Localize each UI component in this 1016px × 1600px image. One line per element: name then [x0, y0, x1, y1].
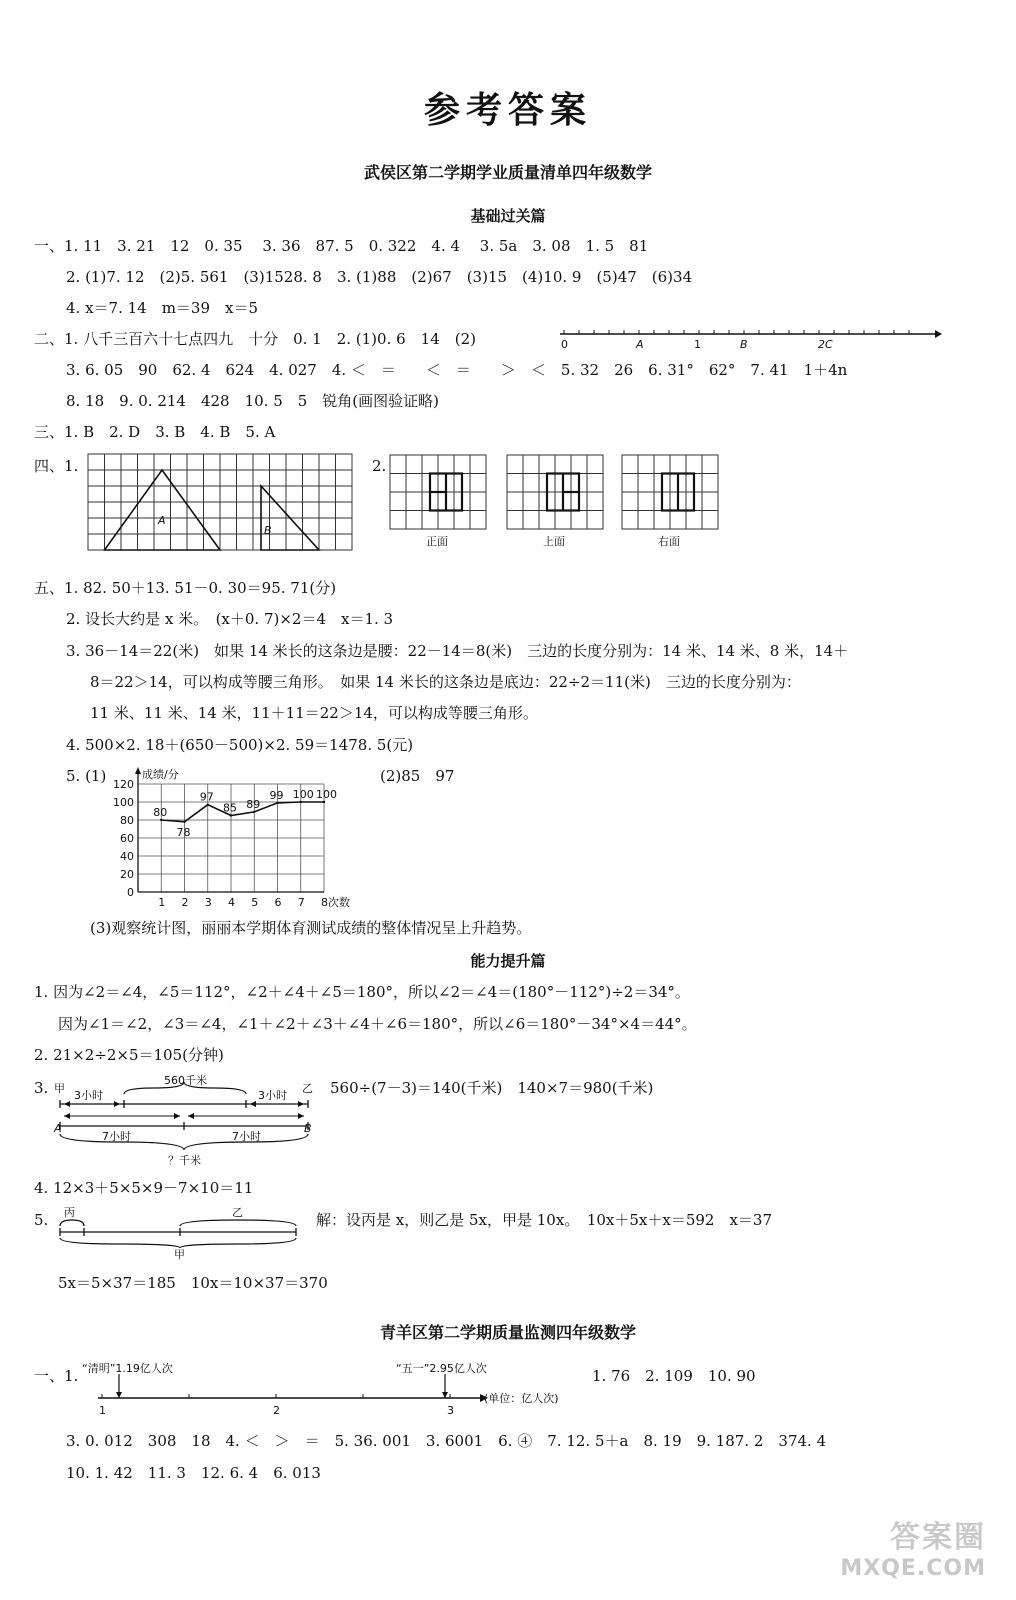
- data-point: [160, 819, 162, 821]
- data-point: [253, 811, 255, 813]
- data-point: [323, 801, 325, 803]
- data-point: [207, 804, 209, 806]
- data-point: [230, 814, 232, 816]
- data-label: 89: [246, 797, 261, 811]
- answer-line: 2. 21×2÷2×5＝105(分钟): [34, 1046, 224, 1064]
- answer-line: 2. 设长大约是 x 米。 (x＋0. 7)×2＝4 x＝1. 3: [66, 610, 394, 628]
- diagram-label: 甲: [174, 1248, 185, 1261]
- nl-label: (单位：亿人次): [484, 1392, 559, 1405]
- answer-line: 4. 12×3＋5×5×9－7×10＝11: [34, 1179, 254, 1197]
- page-title: 参考答案: [423, 89, 592, 131]
- number-line-travel: [80, 1358, 600, 1422]
- y-tick-label: 0: [127, 886, 134, 899]
- data-point: [300, 801, 302, 803]
- answer-line: 11 米、11 米、14 米，11＋11＝22＞14，可以构成等腰三角形。: [90, 704, 538, 722]
- x-tick-label: 7: [297, 896, 305, 909]
- view-label: 上面: [543, 535, 565, 548]
- y-tick-label: 60: [120, 832, 134, 845]
- y-tick-label: 100: [113, 796, 134, 809]
- travel-diagram: [56, 1074, 318, 1170]
- diagram-label: 甲: [54, 1082, 65, 1095]
- nl-label: 2: [273, 1404, 280, 1417]
- answer-line: 五、1. 82. 50＋13. 51－0. 30＝95. 71(分): [34, 579, 337, 597]
- answer-line: 1. 76 2. 109 10. 90: [592, 1367, 756, 1385]
- answer-line: 4. x＝7. 14 m＝39 x＝5: [66, 299, 259, 317]
- answer-line: 3.: [34, 1079, 49, 1097]
- answer-line: 5. (1): [66, 767, 107, 785]
- section-heading-wuhou: 武侯区第二学期学业质量清单四年级数学: [363, 163, 652, 182]
- view-label: 右面: [658, 535, 680, 548]
- nl-label: 3: [447, 1404, 454, 1417]
- x-tick-label: 3: [204, 896, 212, 909]
- watermark-url: MXQE.COM: [840, 1556, 986, 1581]
- nl-label: A: [636, 338, 644, 351]
- diagram-label: 560千米: [164, 1074, 207, 1087]
- answer-line: 560÷(7－3)＝140(千米) 140×7＝980(千米): [330, 1079, 654, 1097]
- diagram-label: 乙: [302, 1082, 313, 1095]
- diagram-label: 3小时: [74, 1089, 103, 1102]
- answer-line: 4. 500×2. 18＋(650－500)×2. 59＝1478. 5(元): [66, 736, 414, 754]
- answer-line: 8＝22＞14，可以构成等腰三角形。 如果 14 米长的这条边是底边：22÷2＝11(米) 三边的长度分别为：: [90, 673, 801, 691]
- answer-line: 3. 36－14＝22(米) 如果 14 米长的这条边是腰：22－14＝8(米) 三边的长度分别为：14 米、14 米、8 米，14＋: [66, 642, 849, 660]
- data-label: 100: [316, 788, 337, 801]
- nl-label: 2C: [818, 338, 833, 351]
- nl-label: B: [740, 338, 748, 351]
- y-tick-label: 80: [120, 814, 134, 827]
- data-label: 85: [223, 801, 237, 815]
- data-label: 78: [176, 825, 191, 839]
- segment-diagram: [56, 1204, 306, 1260]
- answer-line: 3. 0. 012 308 18 4. ＜ ＞ ＝ 5. 36. 001 3. 6001 6. ④ 7. 12. 5＋a 8. 19 9. 187. 2 374. 4: [66, 1432, 827, 1450]
- answer-line: 3. 6. 05 90 62. 4 624 4. 027 4. ＜ ＝ ＜ ＝ ＞ ＜ 5. 32 26 6. 31° 62° 7. 41 1＋4n: [66, 361, 848, 379]
- data-point: [276, 802, 278, 804]
- data-label: 100: [292, 788, 314, 801]
- part-heading-advanced: 能力提升篇: [470, 952, 546, 970]
- answer-line: 10. 1. 42 11. 3 12. 6. 4 6. 013: [66, 1464, 321, 1482]
- answer-line: 2.: [372, 457, 387, 475]
- answer-line: 解：设丙是 x，则乙是 5x，甲是 10x。 10x＋5x＋x＝592 x＝37: [316, 1211, 773, 1229]
- data-point: [183, 821, 185, 823]
- nl-label: 1: [694, 338, 701, 351]
- x-tick-label: 5: [251, 896, 259, 909]
- y-axis-arrow: [135, 767, 141, 774]
- y-tick-label: 120: [113, 778, 134, 791]
- section-heading-qingyang: 青羊区第二学期质量监测四年级数学: [379, 1323, 636, 1342]
- number-line: [560, 322, 940, 352]
- diagram-label: ？千米: [168, 1154, 201, 1167]
- y-axis-label: 成绩/分: [142, 768, 179, 781]
- part-heading-basic: 基础过关篇: [470, 207, 546, 225]
- nl-label: “清明”1.19亿人次: [82, 1362, 173, 1375]
- answer-line: (3)观察统计图，丽丽本学期体育测试成绩的整体情况呈上升趋势。: [90, 919, 532, 937]
- data-label: 99: [269, 788, 284, 802]
- answer-line: 一、1.: [34, 1367, 79, 1385]
- answer-line: 8. 18 9. 0. 214 428 10. 5 5 锐角(画图验证略): [66, 392, 440, 410]
- diagram-label: 7小时: [232, 1130, 261, 1143]
- grid-triangles: [88, 454, 354, 554]
- answer-line: 因为∠1＝∠2，∠3＝∠4，∠1＋∠2＋∠3＋∠4＋∠6＝180°，所以∠6＝180°－34°×4＝44°。: [58, 1015, 697, 1033]
- x-tick-label: 4: [228, 896, 235, 909]
- answer-line: 5.: [34, 1211, 49, 1229]
- diagram-label: 7小时: [102, 1130, 131, 1143]
- answer-line: 四、1.: [34, 457, 79, 475]
- answer-line: (2)85 97: [380, 767, 455, 785]
- nl-label: 0: [561, 338, 568, 351]
- data-label: 80: [153, 806, 168, 819]
- diagram-label: 丙: [64, 1206, 75, 1219]
- x-tick-label: 1: [158, 896, 166, 909]
- x-tick-label: 6: [274, 896, 282, 909]
- answer-line: 1. 因为∠2＝∠4，∠5＝112°，∠2＋∠4＋∠5＝180°，所以∠2＝∠4＝(180°－112°)÷2＝34°。: [34, 983, 690, 1001]
- diagram-label: A: [54, 1122, 62, 1135]
- nl-label: 1: [99, 1404, 106, 1417]
- y-tick-label: 20: [120, 868, 134, 881]
- answer-line: 2. (1)7. 12 (2)5. 561 (3)1528. 8 3. (1)88 (2)67 (3)15 (4)10. 9 (5)47 (6)34: [66, 268, 693, 286]
- y-tick-label: 40: [120, 850, 134, 863]
- triangle-label: B: [264, 524, 272, 537]
- watermark-logo: 答案圈: [890, 1520, 986, 1555]
- diagram-label: B: [304, 1122, 312, 1135]
- nl-label: “五一”2.95亿人次: [396, 1362, 487, 1375]
- diagram-label: 乙: [232, 1206, 243, 1219]
- diagram-label: 3小时: [258, 1089, 287, 1102]
- data-label: 97: [199, 790, 214, 804]
- answer-line: 5x＝5×37＝185 10x＝10×37＝370: [58, 1274, 328, 1292]
- series-line: [161, 802, 324, 822]
- line-chart: [100, 762, 360, 912]
- answer-line: 三、1. B 2. D 3. B 4. B 5. A: [34, 423, 276, 441]
- view-label: 正面: [426, 535, 448, 548]
- triangle-label: A: [158, 514, 166, 527]
- answer-line: 二、1. 八千三百六十七点四九 十分 0. 1 2. (1)0. 6 14 (2): [34, 330, 476, 348]
- answer-line: 一、1. 11 3. 21 12 0. 35 3. 36 87. 5 0. 322 4. 4 3. 5a 3. 08 1. 5 81: [34, 237, 649, 255]
- views-grids: [390, 455, 720, 555]
- x-tick-label: 8次数: [321, 896, 350, 909]
- x-tick-label: 2: [181, 896, 189, 909]
